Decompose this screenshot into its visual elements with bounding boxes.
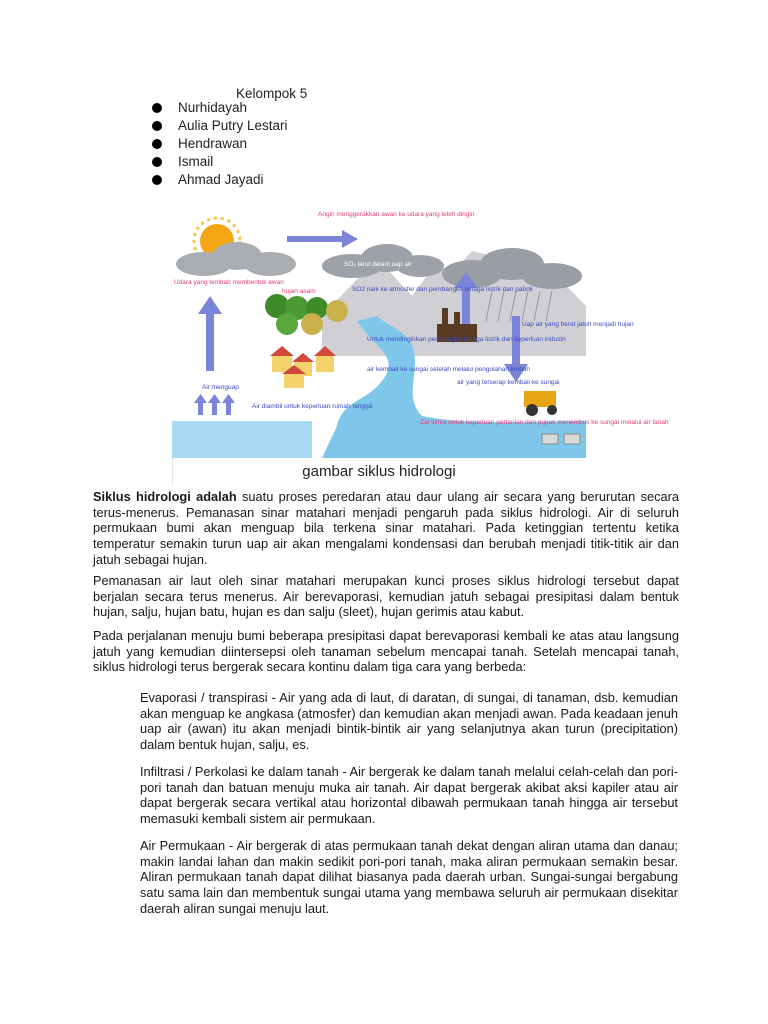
bullet-icon bbox=[152, 139, 162, 149]
label-acid-rain: hujan asam bbox=[282, 288, 316, 295]
figure-caption: gambar siklus hidrologi bbox=[302, 463, 456, 480]
label-cooling: Untuk mendinginkan pembangkit tenaga listrik dan keperluan industri bbox=[367, 336, 566, 343]
arrow-wind bbox=[287, 236, 347, 242]
label-household: Air diambil untuk keperluan rumah tangga bbox=[252, 403, 373, 410]
paragraph-1-body: suatu proses peredaran atau daur ulang air secara yang berurutan secara terus-menerus. Pemanasan sinar matahari menjadi pengaruh pada siklus hidrologi. Air di seluruh permukaan bumi akan menguap bila terkena sinar matahari. Pada ketinggian tertentu ketika temperatur semakin turun uap air akan mengalami kondensasi dan berubah menjadi titik-titik air dan jatuh sebagai hujan. bbox=[93, 489, 679, 567]
list-item bbox=[152, 117, 288, 135]
paragraph-3: Pada perjalanan menuju bumi beberapa presipitasi dapat berevaporasi kembali ke atas atau langsung jatuh yang kemudian diintersepsi oleh tanaman sebelum mencapai tanah. Setelah mencapai tanah, siklus hidrologi terus bergerak secara kontinu dalam tiga cara yang berbeda: bbox=[93, 628, 679, 675]
bullet-icon bbox=[152, 157, 162, 167]
label-cool-air: Udara yang lembab membentuk awan bbox=[174, 279, 284, 286]
member-list bbox=[152, 99, 288, 189]
member-name: Ahmad Jayadi bbox=[178, 172, 264, 187]
arrow-up-left bbox=[206, 311, 214, 371]
lake-water bbox=[172, 421, 312, 458]
list-item bbox=[152, 135, 288, 153]
label-wind: Angin menggerakkan awan ke udara yang lebih dingin bbox=[318, 211, 475, 218]
hydrologic-cycle-illustration bbox=[172, 196, 669, 458]
hydrologic-cycle-figure bbox=[172, 196, 669, 458]
group-title: Kelompok 5 bbox=[236, 86, 308, 101]
label-runoff: air yang terserap kembali ke sungai bbox=[457, 379, 560, 386]
bullet-icon bbox=[152, 103, 162, 113]
member-name: Aulia Putry Lestari bbox=[178, 118, 288, 133]
paragraph-2: Pemanasan air laut oleh sinar matahari merupakan kunci proses siklus hidrologi tersebut dapat berjalan secara terus menerus. Air berevaporasi, kemudian jatuh sebagai presipitasi dalam bentuk hujan, salju, hujan batu, hujan es dan salju (sleet), hujan gerimis atau kabut. bbox=[93, 573, 679, 620]
label-industry: SO2 naik ke atmosfer dari pembangkit tenaga listrik dan pabrik bbox=[352, 286, 534, 293]
list-item bbox=[152, 99, 288, 117]
list-item bbox=[152, 171, 288, 189]
label-so2: SO₂ larut dalam uap air bbox=[344, 261, 412, 268]
label-river: air kembali ke sungai setelah melalui pengolahan limbah bbox=[367, 366, 530, 373]
member-name: Hendrawan bbox=[178, 136, 248, 151]
label-chemicals: Zat kimia untuk keperluan pertanian dan pupuk menembus ke sungai melalui air tanah bbox=[420, 419, 669, 426]
bullet-icon bbox=[152, 121, 162, 131]
member-name: Nurhidayah bbox=[178, 100, 248, 115]
evaporation-arrows bbox=[194, 394, 235, 415]
paragraph-1-term: Siklus hidrologi adalah bbox=[93, 489, 237, 504]
paragraph-surface-water: Air Permukaan - Air bergerak di atas permukaan tanah dekat dengan aliran utama dan danau; makin landai lahan dan makin sedikit pori-pori tanah, maka aliran permukaan semakin besar. Aliran permukaan tanah dapat dilihat biasanya pada daerah urban. Sungai-sungai bergabung satu sama lain dan membentuk sungai utama yang membawa seluruh air permukaan disekitar daerah aliran sungai menuju laut. bbox=[140, 838, 678, 916]
list-item bbox=[152, 153, 288, 171]
label-evaporation: Air menguap bbox=[202, 384, 239, 391]
paragraph-evaporation: Evaporasi / transpirasi - Air yang ada di laut, di daratan, di sungai, di tanaman, dsb. kemudian akan menguap ke angkasa (atmosfer) dan kemudian akan menjadi awan. Pada keadaan jenuh uap air (awan) itu akan menjadi bintik-bintik air yang selanjutnya akan turun (precipitation) dalam bentuk hujan, salju, es. bbox=[140, 690, 678, 753]
paragraph-infiltration: Infiltrasi / Perkolasi ke dalam tanah - Air bergerak ke dalam tanah melalui celah-celah dan pori-pori tanah dan batuan menuju muka air tanah. Air dapat bergerak akibat aksi kapiler atau air dapat bergerak secara vertikal atau horizontal dibawah permukaan tanah hingga air tersebut memasuki kembali sistem air permukaan. bbox=[140, 764, 678, 827]
paragraph-1 bbox=[93, 489, 679, 568]
member-name: Ismail bbox=[178, 154, 214, 169]
label-heavy-air: Uap air yang berat jatuh menjadi hujan bbox=[522, 321, 634, 328]
bullet-icon bbox=[152, 175, 162, 185]
